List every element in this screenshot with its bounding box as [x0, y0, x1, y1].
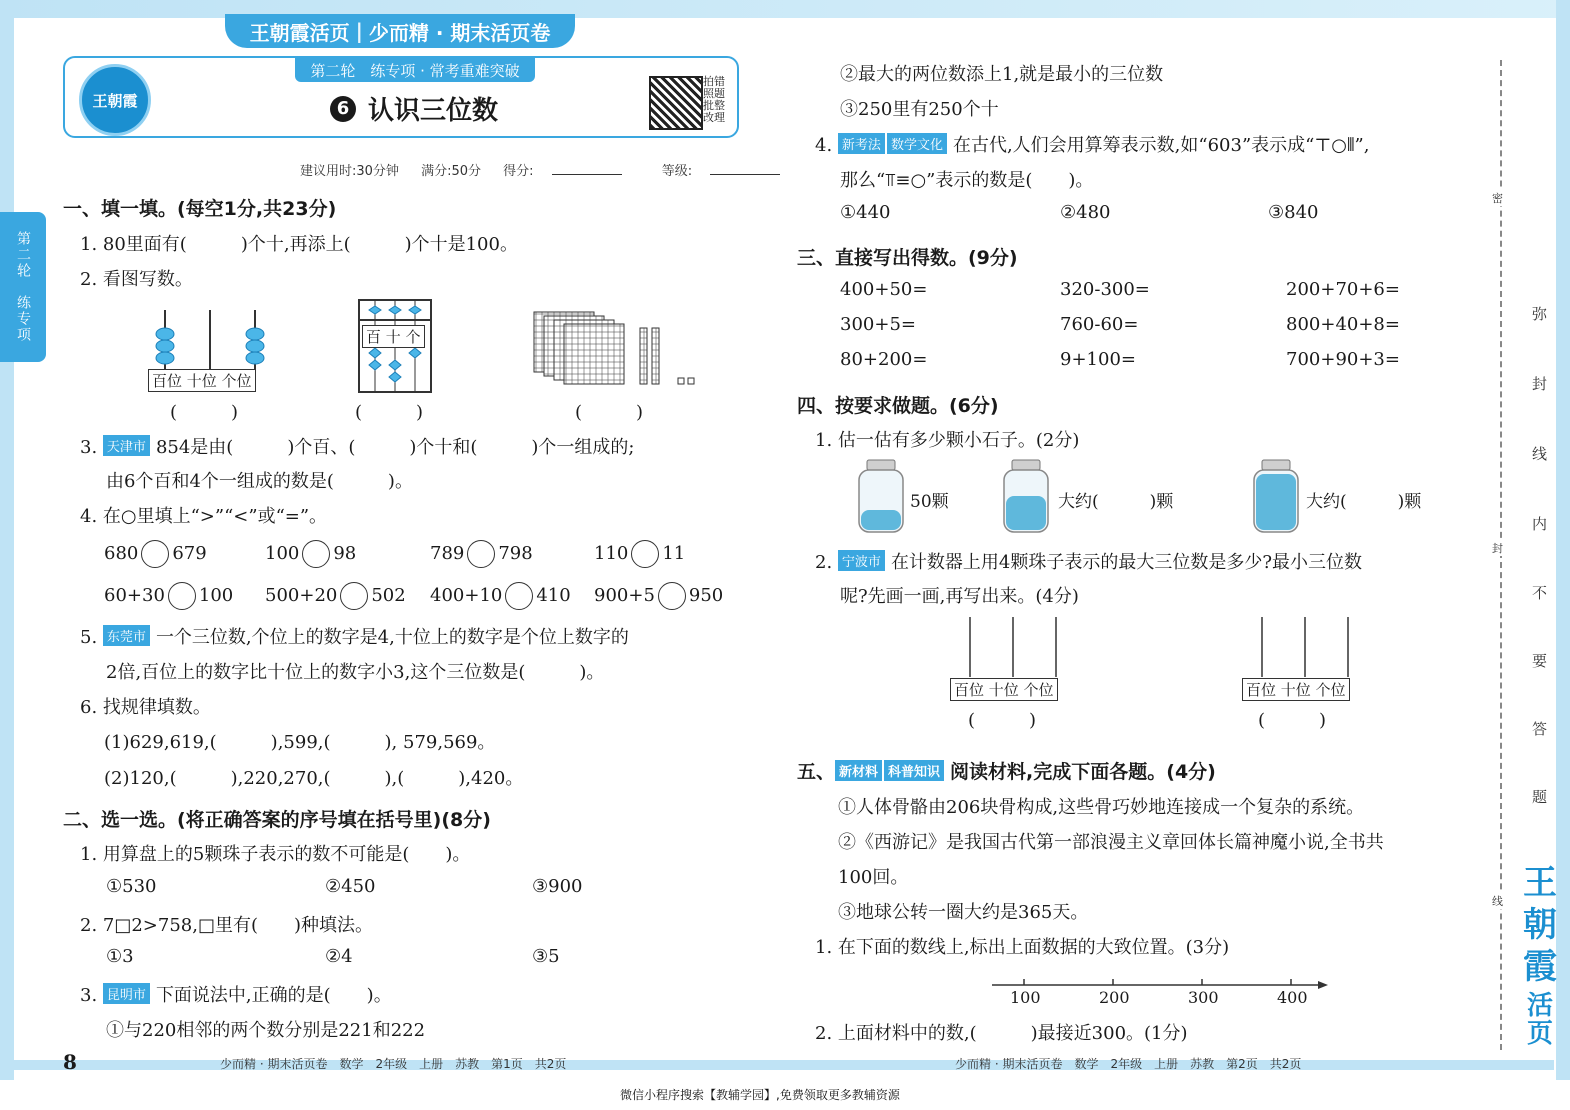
choice-3-option-3[interactable]: ③250里有250个十: [840, 99, 999, 120]
brand-logo: 王朝霞: [79, 64, 151, 136]
task-1: 1. 估一估有多少颗小石子。(2分): [815, 430, 1080, 451]
task-2: 2. 宁波市 在计数器上用4颗珠子表示的最大三位数是多少?最小三位数: [815, 552, 1363, 573]
question-1-3b: 由6个百和4个一组成的数是( )。: [106, 471, 413, 492]
choice-1-option-1[interactable]: ①530: [106, 876, 157, 897]
answer-blank-blocks[interactable]: ( ): [575, 402, 644, 423]
counter-max-answer[interactable]: ( ): [968, 710, 1037, 731]
jar-2-label[interactable]: 大约( )颗: [1058, 492, 1174, 512]
abacus-2-label: 百 十 个: [362, 325, 425, 348]
seal-mark: 线: [1492, 895, 1503, 908]
grade-blank[interactable]: [710, 174, 780, 175]
choice-4-option-1[interactable]: ①440: [840, 202, 891, 223]
counter-max-label: 百位 十位 个位: [950, 678, 1058, 701]
choice-3: 3. 昆明市 下面说法中,正确的是( )。: [80, 985, 392, 1006]
compare-item-7: 400+10 410: [430, 582, 571, 610]
question-1-6: 6. 找规律填数。: [80, 697, 211, 718]
seal-char: 内: [1532, 515, 1548, 533]
round-label: 第二轮 练专项 · 常考重难突破: [295, 58, 535, 82]
region-tag-kunming: 昆明市: [103, 983, 150, 1004]
score-label: 得分:: [503, 164, 639, 179]
section-1-title: 一、填一填。(每空1分,共23分): [63, 198, 337, 220]
task-2b: 呢?先画一画,再写出来。(4分): [840, 586, 1079, 607]
compare-item-6: 500+20 502: [265, 582, 406, 610]
seal-char: 不: [1532, 584, 1548, 602]
material-3: ③地球公转一圈大约是365天。: [838, 902, 1089, 923]
brand-vertical-subtitle: 活页: [1526, 991, 1553, 1049]
base-ten-blocks: [530, 308, 710, 388]
section-2-title: 二、选一选。(将正确答案的序号填在括号里)(8分): [63, 809, 491, 831]
question-1-6-2: (2)120,( ),220,270,( ),( ),420。: [104, 768, 524, 789]
question-1-1: 1. 80里面有( )个十,再添上( )个十是100。: [80, 234, 518, 255]
compare-circle[interactable]: [340, 582, 368, 610]
jar-1: [855, 458, 907, 534]
abacus-1-label: 百位 十位 个位: [148, 369, 256, 392]
compare-circle[interactable]: [505, 582, 533, 610]
jar-3-label[interactable]: 大约( )颗: [1306, 492, 1422, 512]
section-5-title: 五、 新材料 科普知识 阅读材料,完成下面各题。(4分): [797, 761, 1216, 783]
compare-item-5: 60+30 100: [104, 582, 233, 610]
choice-1: 1. 用算盘上的5颗珠子表示的数不可能是( )。: [80, 844, 471, 865]
question-1-5: 5. 东莞市 一个三位数,个位上的数字是4,十位上的数字是个位上数字的: [80, 627, 629, 648]
calc-4: 300+5=: [840, 314, 916, 335]
qr-code-icon[interactable]: [649, 76, 703, 130]
jar-3: [1250, 458, 1302, 534]
counter-min-label: 百位 十位 个位: [1242, 678, 1350, 701]
compare-item-4: 110 11: [594, 540, 685, 568]
compare-item-8: 900+5 950: [594, 582, 723, 610]
side-tab: 第二轮 练专项: [0, 212, 46, 362]
numline-tick-100: 100: [1010, 988, 1041, 1007]
seal-char: 答: [1532, 720, 1548, 738]
numline-tick-300: 300: [1188, 988, 1219, 1007]
choice-1-option-2[interactable]: ②450: [325, 876, 376, 897]
calc-8: 9+100=: [1060, 349, 1136, 370]
choice-1-option-3[interactable]: ③900: [532, 876, 583, 897]
seal-char: 封: [1532, 375, 1548, 393]
choice-4-option-2[interactable]: ②480: [1060, 202, 1111, 223]
choice-2-option-1[interactable]: ①3: [106, 946, 134, 967]
compare-circle[interactable]: [302, 540, 330, 568]
seal-mark: 密: [1492, 192, 1503, 205]
unit-title-text: 认识三位数: [368, 96, 499, 126]
question-1-2: 2. 看图写数。: [80, 269, 193, 290]
counter-max[interactable]: [945, 615, 1085, 680]
seal-mark: 封: [1492, 542, 1503, 555]
full-score: 满分:50分: [421, 164, 482, 179]
bottom-notice: 微信小程序搜索【教辅学园】,免费领取更多教辅资源: [620, 1088, 900, 1102]
top-banner: [225, 14, 575, 48]
calc-7: 80+200=: [840, 349, 928, 370]
calc-5: 760-60=: [1060, 314, 1139, 335]
compare-item-2: 100 98: [265, 540, 356, 568]
section-3-title: 三、直接写出得数。(9分): [797, 247, 1018, 269]
seal-char: 线: [1532, 445, 1548, 463]
left-footer: 少而精 · 期末活页卷 数学 2年级 上册 苏教 第1页 共2页: [220, 1057, 567, 1071]
page-number: 8: [63, 1050, 77, 1074]
numline-tick-400: 400: [1277, 988, 1308, 1007]
score-blank[interactable]: [552, 174, 622, 175]
exercise-1: 1. 在下面的数线上,标出上面数据的大致位置。(3分): [815, 937, 1230, 958]
tag-new-method: 新考法: [838, 133, 885, 154]
banner-brand: 王朝霞活页: [249, 20, 350, 45]
seal-char: 题: [1532, 788, 1548, 806]
suggested-time: 建议用时:30分钟: [300, 164, 399, 179]
tag-science: 科普知识: [884, 760, 944, 781]
grade-label: 等级:: [662, 164, 798, 179]
material-2b: 100回。: [838, 867, 909, 888]
choice-2-option-2[interactable]: ②4: [325, 946, 353, 967]
exercise-2: 2. 上面材料中的数,( )最接近300。(1分): [815, 1023, 1188, 1044]
region-tag-tianjin: 天津市: [103, 435, 150, 456]
region-tag-ningbo: 宁波市: [838, 550, 885, 571]
compare-circle[interactable]: [467, 540, 495, 568]
compare-circle[interactable]: [141, 540, 169, 568]
jar-1-label: 50颗: [910, 492, 949, 512]
numline-tick-200: 200: [1099, 988, 1130, 1007]
material-1: ①人体骨骼由206块骨构成,这些骨巧妙地连接成一个复杂的系统。: [838, 797, 1365, 818]
compare-circle[interactable]: [631, 540, 659, 568]
brand-vertical-logo: 王朝霞: [1523, 863, 1557, 987]
choice-4: 4. 新考法 数学文化 在古代,人们会用算筹表示数,如“603”表示成“⊤○⫴”,: [815, 135, 1370, 156]
question-1-5b: 2倍,百位上的数字比十位上的数字小3,这个三位数是( )。: [106, 662, 605, 683]
calc-3: 200+70+6=: [1286, 279, 1400, 300]
compare-circle[interactable]: [168, 582, 196, 610]
tag-new-material: 新材料: [835, 760, 882, 781]
right-footer: 少而精 · 期末活页卷 数学 2年级 上册 苏教 第2页 共2页: [955, 1057, 1302, 1071]
choice-4-option-3[interactable]: ③840: [1268, 202, 1319, 223]
answer-blank-abacus-1[interactable]: ( ): [170, 402, 239, 423]
exam-info: [300, 160, 816, 179]
calc-2: 320-300=: [1060, 279, 1150, 300]
calc-6: 800+40+8=: [1286, 314, 1400, 335]
calc-9: 700+90+3=: [1286, 349, 1400, 370]
answer-blank-abacus-2[interactable]: ( ): [355, 402, 424, 423]
unit-header: [63, 56, 739, 138]
seal-char: 弥: [1532, 305, 1548, 323]
tag-math-culture: 数学文化: [887, 133, 947, 154]
question-1-3: 3. 天津市 854是由( )个百、( )个十和( )个一组成的;: [80, 437, 635, 458]
choice-2: 2. 7□2>758,□里有( )种填法。: [80, 915, 374, 936]
compare-item-3: 789 798: [430, 540, 533, 568]
banner-series: 少而精 · 期末活页卷: [368, 20, 551, 45]
counter-min[interactable]: [1237, 615, 1377, 680]
seal-char: 要: [1532, 652, 1548, 670]
qr-label: 拍错照题批整改理: [703, 75, 725, 124]
counter-min-answer[interactable]: ( ): [1258, 710, 1327, 731]
left-border: [0, 0, 14, 1080]
choice-3-option-2[interactable]: ②最大的两位数添上1,就是最小的三位数: [840, 64, 1164, 85]
choice-4b: 那么“⫪≡○”表示的数是( )。: [840, 170, 1094, 191]
question-1-4: 4. 在○里填上“>”“<”或“=”。: [80, 506, 328, 527]
jar-2: [1000, 458, 1052, 534]
material-2: ②《西游记》是我国古代第一部浪漫主义章回体长篇神魔小说,全书共: [838, 832, 1384, 853]
choice-2-option-3[interactable]: ③5: [532, 946, 560, 967]
calc-1: 400+50=: [840, 279, 928, 300]
choice-3-option-1[interactable]: ①与220相邻的两个数分别是221和222: [106, 1020, 426, 1041]
section-4-title: 四、按要求做题。(6分): [797, 395, 999, 417]
banner-separator: |: [355, 19, 363, 43]
unit-title: [330, 90, 498, 127]
compare-item-1: 680 679: [104, 540, 207, 568]
question-1-6-1: (1)629,619,( ),599,( ), 579,569。: [104, 732, 496, 753]
compare-circle[interactable]: [658, 582, 686, 610]
unit-number: 6: [330, 96, 356, 122]
region-tag-dongguan: 东莞市: [103, 625, 150, 646]
